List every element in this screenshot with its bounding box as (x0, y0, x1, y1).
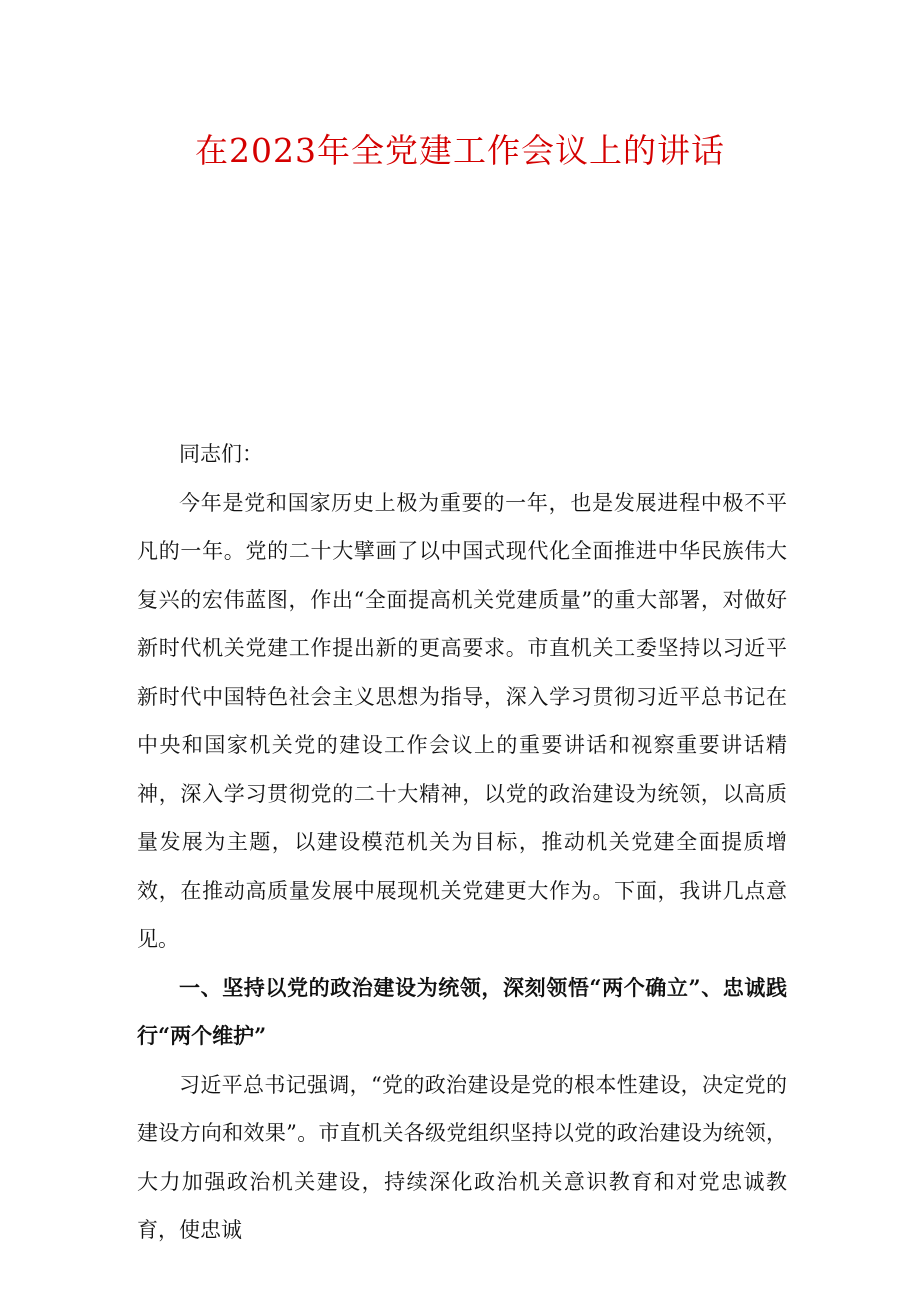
section-paragraph: 习近平总书记强调，“党的政治建设是党的根本性建设，决定党的建设方向和效果”。市直机关各级党组织坚持以党的政治建设为统领，大力加强政治机关建设，持续深化政治机关意识教育和对党忠诚教育，使忠诚 (137, 1072, 787, 1242)
body-paragraph: 今年是党和国家历史上极为重要的一年，也是发展进程中极不平凡的一年。党的二十大擘画了以中国式现代化全面推进中华民族伟大复兴的宏伟蓝图，作出“全面提高机关党建质量”的重大部署，对做好新时代机关党建工作提出新的更高要求。市直机关工委坚持以习近平新时代中国特色社会主义思想为指导，深入学习贯彻习近平总书记在中央和国家机关党的建设工作会议上的重要讲话和视察重要讲话精神，深入学习贯彻党的二十大精神，以党的政治建设为统领，以高质量发展为主题，以建设模范机关为目标，推动机关党建全面提质增效，在推动高质量发展中展现机关党建更大作为。下面，我讲几点意见。 (137, 490, 787, 951)
document-body (137, 430, 787, 1255)
section-heading: 一、坚持以党的政治建设为统领，深刻领悟“两个确立”、忠诚践行“两个维护” (137, 974, 787, 1048)
document-title: 在2023年全党建工作会议上的讲话 (195, 131, 725, 170)
salutation: 同志们： (179, 442, 263, 466)
